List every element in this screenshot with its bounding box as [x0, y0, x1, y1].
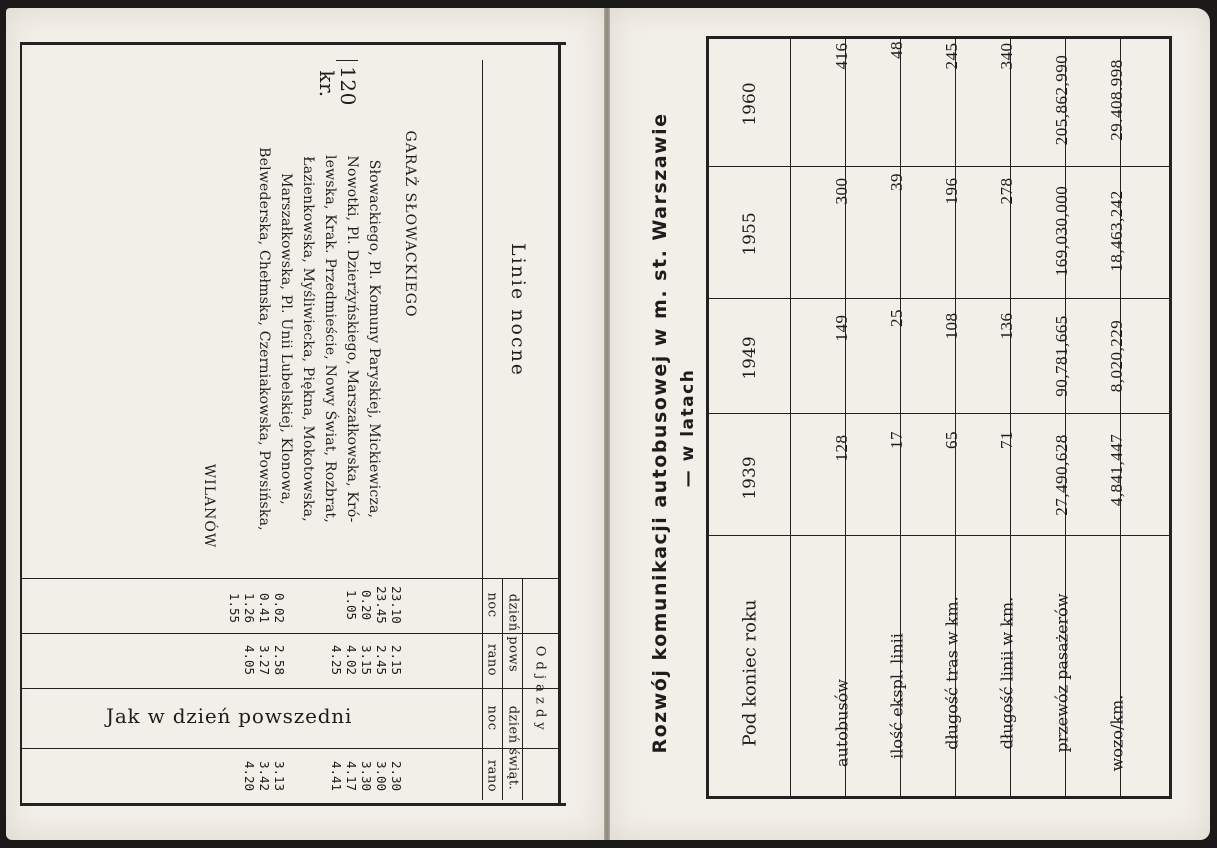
cell-autobusow-1939: 128: [832, 434, 851, 462]
time-rano2-8: 4.20: [242, 760, 257, 792]
row-label-wozokm: wozo/km.: [1107, 694, 1127, 772]
time-rano2-5: 4.41: [329, 760, 344, 792]
cell-linii-1939: 71: [997, 431, 1016, 449]
time-rano-4: 4.02: [344, 644, 359, 676]
cell-linie-1955: 39: [887, 173, 906, 191]
cell-przewoz-1949: 90,781,665: [1052, 315, 1071, 397]
table-title-line1: Rozwój komunikacji autobusowej w m. st. Warszawie: [649, 112, 671, 754]
row-label-dlugosc-linii: długość linii w km.: [997, 596, 1017, 750]
cell-autobusow-1960: 416: [832, 42, 851, 70]
time-rano-8: 4.05: [242, 644, 257, 676]
header-label: Pod koniec roku: [739, 599, 761, 747]
cell-linie-1960: 48: [887, 41, 906, 59]
cell-linii-1949: 136: [997, 312, 1016, 340]
year-1939: 1939: [740, 456, 760, 500]
table-top: [706, 36, 1172, 39]
cell-wozokm-1949: 8,020,229: [1107, 319, 1126, 393]
time-rano-2: 2.45: [374, 644, 389, 676]
header-separator: [482, 60, 483, 800]
cell-trasy-1955: 196: [942, 177, 961, 205]
time-rano2-6: 3.13: [272, 760, 287, 792]
time-noc-9: 1.55: [227, 592, 242, 624]
time-noc-8: 1.26: [242, 592, 257, 624]
header-odjazdy: O d j a z d y: [532, 645, 548, 731]
holiday-note: Jak w dzień powszedni: [106, 704, 353, 728]
col-sep-d: [709, 535, 1169, 536]
time-rano-1: 2.15: [389, 644, 404, 676]
cell-trasy-1949: 108: [942, 312, 961, 340]
left-page: [6, 8, 604, 840]
header-dzien-pows: dzień pows: [505, 593, 521, 673]
line-number-rule: [336, 60, 358, 61]
col-sep-4: [22, 748, 558, 749]
frame-bottom: [20, 803, 566, 806]
cell-trasy-1960: 245: [942, 42, 961, 70]
subheader-line: [502, 578, 503, 800]
route-line-2: Nowotki, Pl. Dzierżyńskiego, Marszałkowska, Kró-: [344, 155, 360, 523]
table-left: [706, 36, 709, 799]
row-sep-7: [1120, 39, 1121, 796]
route-line-4: Łazienkowska, Myśliwiecka, Piękna, Mokotowska,: [300, 156, 316, 522]
time-rano-5: 4.25: [329, 644, 344, 676]
time-noc-6: 0.02: [272, 592, 287, 624]
cell-wozokm-1939: 4,841,447: [1107, 433, 1126, 507]
route-line-3: lewska, Krak. Przedmieście, Nowy Świat, Rozbrat,: [322, 155, 338, 523]
route-line-6: Belwederska, Chełmska, Czerniakowska, Powsińska,: [256, 147, 272, 531]
time-noc-7: 0.41: [257, 592, 272, 624]
cell-linii-1960: 340: [997, 42, 1016, 70]
cell-wozokm-1960: 29.408.998: [1107, 59, 1126, 141]
line-unit: kr.: [315, 70, 339, 98]
row-label-linie: ilość ekspl. linii: [887, 633, 907, 759]
row-label-dlugosc-tras: długość tras w km.: [942, 596, 962, 750]
subheader-line-2: [522, 578, 523, 800]
cell-linii-1955: 278: [997, 177, 1016, 205]
year-1955: 1955: [740, 212, 760, 256]
cell-autobusow-1955: 300: [832, 177, 851, 205]
time-noc-2: 23.45: [374, 586, 389, 624]
route-end: WILANÓW: [201, 463, 217, 549]
time-rano2-3: 3.30: [359, 760, 374, 792]
time-rano2-4: 4.17: [344, 760, 359, 792]
col-rano-1: rano: [484, 643, 500, 677]
route-start: GARAŻ SŁOWACKIEGO: [402, 130, 418, 318]
time-rano2-2: 3.00: [374, 760, 389, 792]
cell-autobusow-1949: 149: [832, 314, 851, 342]
time-noc-4: 1.05: [344, 589, 359, 621]
cell-przewoz-1939: 27,490,628: [1052, 434, 1071, 516]
col-sep-2: [22, 633, 558, 634]
frame-right: [558, 42, 561, 806]
cell-przewoz-1960: 205,862,990: [1052, 54, 1071, 146]
route-line-5: Marszałkowska, Pl. Unii Lubelskiej, Klonowa,: [278, 173, 294, 505]
line-number: 120: [336, 66, 360, 106]
year-1960: 1960: [740, 82, 760, 126]
cell-linie-1949: 25: [887, 309, 906, 327]
row-sep-1: [790, 39, 791, 796]
route-line-1: Słowackiego, Pl. Komuny Paryskiej, Mickiewicza,: [366, 159, 382, 519]
right-page: [610, 8, 1210, 840]
time-rano-6: 2.58: [272, 644, 287, 676]
cell-linie-1939: 17: [887, 431, 906, 449]
time-noc-3: 0.20: [359, 589, 374, 621]
frame-left: [20, 42, 22, 806]
col-rano-2: rano: [484, 759, 500, 793]
page-title: Linie nocne: [507, 242, 529, 378]
row-label-przewoz: przewóz pasażerów: [1052, 593, 1072, 753]
frame-top: [20, 42, 566, 45]
cell-wozokm-1955: 18,463,242: [1107, 190, 1126, 272]
time-noc-1: 23.10: [389, 586, 404, 624]
time-rano2-1: 2.30: [389, 760, 404, 792]
table-right: [1169, 36, 1172, 799]
col-sep-a: [709, 166, 1169, 167]
year-1949: 1949: [740, 336, 760, 380]
table-title-line2: — w latach: [678, 368, 698, 488]
col-noc-2: noc: [484, 705, 500, 731]
cell-przewoz-1955: 169,030,000: [1052, 185, 1071, 277]
col-sep-c: [709, 413, 1169, 414]
time-rano-7: 3.27: [257, 644, 272, 676]
col-sep-1: [22, 578, 558, 579]
row-label-autobusow: autobusów: [832, 679, 852, 767]
time-rano2-7: 3.42: [257, 760, 272, 792]
header-dzien-swiat: dzień świąt.: [505, 705, 521, 791]
time-rano-3: 3.15: [359, 644, 374, 676]
col-sep-3: [22, 688, 558, 689]
table-bottom: [706, 796, 1172, 799]
cell-trasy-1939: 65: [942, 431, 961, 449]
col-sep-b: [709, 298, 1169, 299]
col-noc-1: noc: [484, 592, 500, 618]
